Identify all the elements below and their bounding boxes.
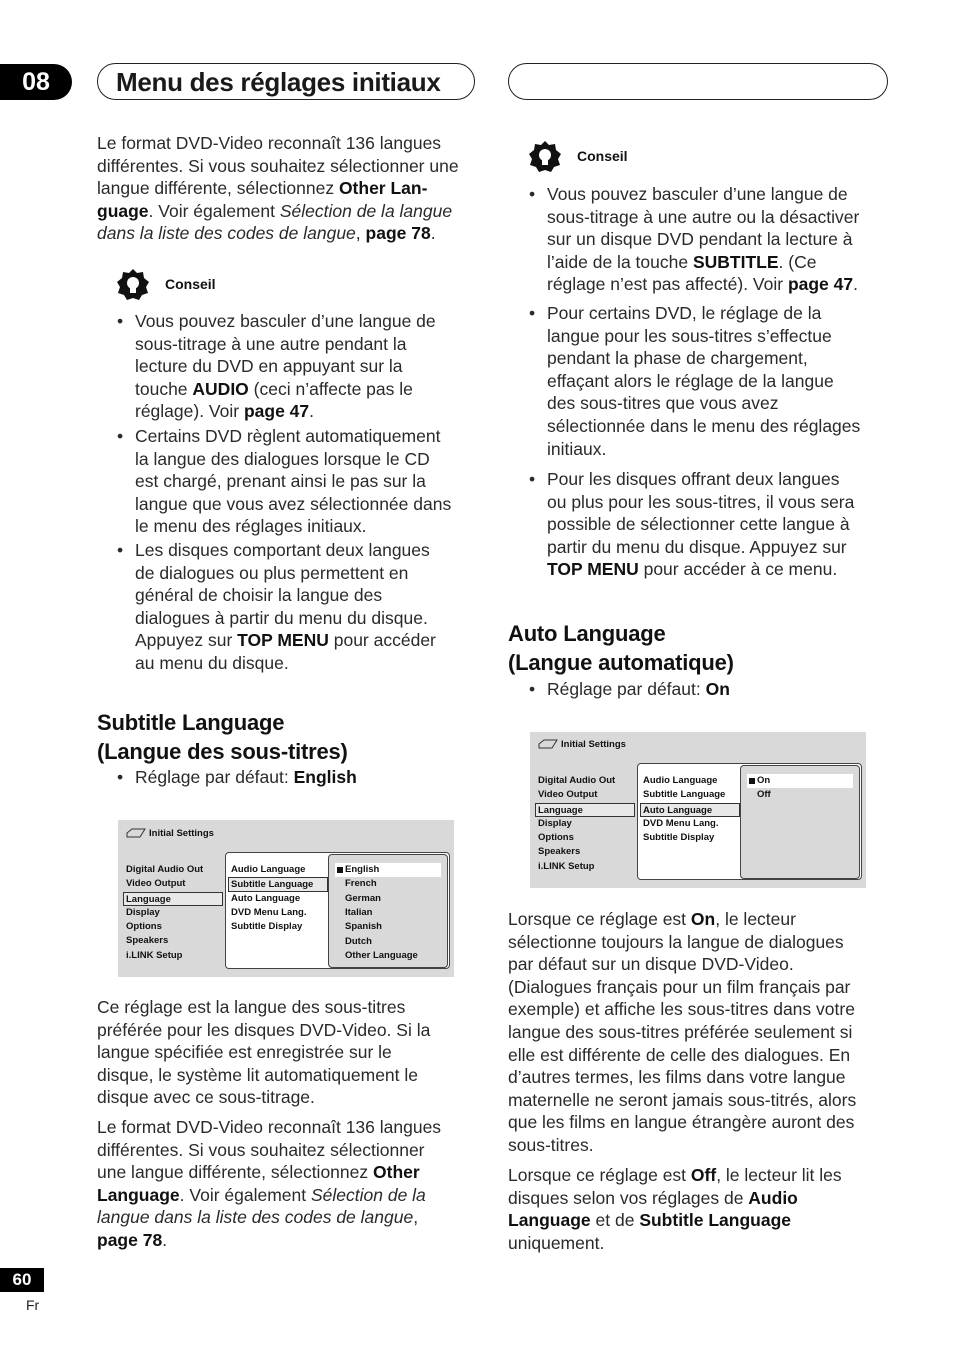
intro-line: différentes. Si vous souhaitez sélectionner une [97, 155, 459, 176]
text-line: général de choisir la langue des [135, 585, 383, 606]
text-line: disques selon vos réglages de Audio [508, 1187, 798, 1208]
text-line: dialogues à partir du menu du disque. [135, 607, 428, 628]
menu-item[interactable]: Digital Audio Out [126, 864, 204, 875]
text-line: la langue des dialogues lorsque le CD [135, 448, 430, 469]
text-line: elle est différente de celle des dialogues. En [508, 1044, 851, 1065]
text-line: une langue différente, sélectionnez Other [97, 1162, 420, 1183]
text-line: langue dans la liste des codes de langue, [97, 1207, 419, 1228]
text-line: Pour certains DVD, le réglage de la [547, 303, 822, 323]
text-line: disque avec ce sous-titrage. [97, 1087, 315, 1108]
text-line: pendant la phase de chargement, [547, 348, 808, 369]
text-line: sur un disque DVD pendant la lecture à [547, 229, 853, 250]
page-title: Menu des réglages initiaux [116, 67, 441, 97]
left-intro [97, 132, 477, 245]
menu-item[interactable]: Options [126, 921, 162, 933]
section-heading: Subtitle Language (Langue des sous-titres) [97, 710, 348, 764]
text-line: maternelle ne seront jamais sous-titrés, alors [508, 1089, 857, 1110]
text-line: Language. Voir également Sélection de la [97, 1184, 426, 1205]
intro-line: langue différente, sélectionnez Other Lan- [97, 178, 428, 199]
option-item[interactable]: On [747, 774, 853, 788]
text-line: TOP MENU pour accéder à ce menu. [547, 559, 838, 580]
text-line: que les films en langue étrangère auront des [508, 1112, 855, 1133]
text-line: langue pour les sous-titres s’effectue [547, 325, 832, 346]
page-title-box [97, 63, 475, 100]
menu-item[interactable]: Language [123, 892, 223, 906]
text-line: sous-titrage à une autre ou la désactiver [547, 206, 860, 227]
text-line: différentes. Si vous souhaitez sélectionner [97, 1139, 425, 1160]
text-line: langue des sous-titres préférée seulement si [508, 1021, 853, 1042]
text-line: d’autres termes, les films dans votre langue [508, 1067, 846, 1088]
option-item[interactable]: Dutch [345, 935, 372, 947]
text-line: langue spécifiée est enregistrée sur le [97, 1042, 392, 1063]
tip-item: • Vous pouvez basculer d’une langue de sous-titrage à une autre ou la désactiver sur un disque DVD pendant la lecture à l’aide de la touche SUBTITLE. (Ce réglage n’est pas affecté). Voir page 47. [547, 183, 892, 296]
tip-item: • Pour les disques offrant deux langues ou plus pour les sous-titres, il vous sera possible de sélectionner cette langue à partir du menu du disque. Appuyez sur TOP MENU pour accéder à ce menu. [547, 468, 892, 581]
chapter-badge: 08 [0, 64, 72, 100]
text-line: sous-titres. [508, 1134, 594, 1155]
menu-item[interactable]: DVD Menu Lang. [643, 817, 719, 829]
text-line: l’aide de la touche SUBTITLE. (Ce [547, 251, 817, 272]
text-line: Vous pouvez basculer d’une langue de [547, 184, 848, 204]
text-line: par défaut sur un disque DVD-Video. [508, 954, 794, 975]
menu-item[interactable]: Digital Audio Out [538, 775, 616, 786]
options-panel [328, 854, 448, 968]
text-line: langue que vous avez sélectionnée dans [135, 493, 452, 514]
text-line: est chargé, prenant ainsi le pas sur la [135, 471, 426, 492]
text-line: initiaux. [547, 438, 607, 459]
right-para2 [508, 1164, 893, 1254]
menu-item[interactable]: Subtitle Display [643, 832, 715, 844]
text-line: uniquement. [508, 1232, 605, 1253]
text-line: le menu des réglages initiaux. [135, 516, 367, 537]
text-line: disque, le système lit automatiquement le [97, 1064, 418, 1085]
option-item[interactable]: German [345, 892, 381, 904]
menu-item[interactable]: Options [538, 832, 574, 844]
text-line: Appuyez sur TOP MENU pour accéder [135, 630, 436, 651]
menu-item[interactable]: DVD Menu Lang. [231, 906, 307, 918]
menu-item[interactable]: Auto Language [640, 803, 740, 817]
sub-menu [231, 863, 328, 934]
sub-menu [643, 774, 740, 845]
language-code: Fr [26, 1297, 40, 1313]
text-line: sélectionne toujours la langue de dialogues [508, 931, 844, 952]
text-line: Pour les disques offrant deux langues [547, 469, 840, 489]
lightbulb-icon [116, 268, 150, 302]
text-line: Lorsque ce réglage est On, le lecteur [508, 909, 796, 929]
left-para1 [97, 996, 477, 1109]
text-line: possible de sélectionner cette langue à [547, 514, 850, 535]
text-line: réglage n’est pas affecté). Voir page 47. [547, 274, 858, 295]
text-line: (Dialogues français pour un film français par [508, 976, 851, 997]
menu-item[interactable]: i.LINK Setup [538, 860, 595, 872]
tip-item: • Vous pouvez basculer d’une langue de sous-titrage à une autre pendant la lecture du DVD en appuyant sur la touche AUDIO (ceci n’affecte pas le réglage). Voir page 47. [135, 310, 480, 423]
disc-icon [126, 828, 146, 838]
text-line: lecture du DVD en appuyant sur la [135, 356, 403, 377]
menu-item[interactable]: Audio Language [643, 775, 718, 786]
tip-item: • Pour certains DVD, le réglage de la langue pour les sous-titres s’effectue pendant la phase de chargement, effaçant alors le réglage de la langue des sous-titres que vous avez sélectionnée dans le menu des réglages initiaux. [547, 302, 892, 460]
disc-icon [538, 739, 558, 749]
default-setting: • Réglage par défaut: English [117, 767, 357, 787]
menu-item[interactable]: Video Output [126, 878, 186, 890]
main-menu [126, 863, 223, 963]
text-line: Vous pouvez basculer d’une langue de [135, 311, 436, 331]
text-line: exemple) et affiche les sous-titres dans votre [508, 999, 855, 1020]
intro-line: Le format DVD-Video reconnaît 136 langues [97, 133, 442, 153]
screen-title: Initial Settings [538, 739, 626, 750]
lightbulb-icon [528, 140, 562, 174]
left-para2 [97, 1116, 477, 1252]
text-line: Language et de Subtitle Language [508, 1210, 791, 1231]
settings-screen [530, 732, 866, 888]
text-line: Ce réglage est la langue des sous-titres [97, 997, 406, 1017]
page-number: 60 [0, 1268, 44, 1292]
section-heading: Auto Language (Langue automatique) [508, 621, 734, 675]
intro-line: dans la liste des codes de langue, page 78. [97, 223, 436, 244]
menu-item[interactable]: Display [126, 906, 160, 918]
menu-item[interactable]: Audio Language [231, 864, 306, 875]
menu-item[interactable]: Speakers [126, 935, 169, 947]
text-line: Le format DVD-Video reconnaît 136 langues [97, 1117, 442, 1137]
menu-item[interactable]: Subtitle Language [228, 877, 328, 891]
menu-item[interactable]: Subtitle Display [231, 921, 303, 933]
text-line: Lorsque ce réglage est Off, le lecteur lit les [508, 1165, 842, 1185]
text-line: effaçant alors le réglage de la langue [547, 370, 834, 391]
settings-screen [118, 820, 454, 977]
option-item[interactable]: Spanish [345, 921, 382, 933]
menu-item[interactable]: Language [535, 803, 635, 817]
text-line: des sous-titres que vous avez [547, 393, 779, 414]
text-line: sélectionnée dans le menu des réglages [547, 415, 861, 436]
menu-item[interactable]: Speakers [538, 846, 581, 858]
menu-item[interactable]: Display [538, 817, 572, 829]
main-menu [538, 774, 635, 874]
intro-line: guage. Voir également Sélection de la langue [97, 200, 453, 221]
text-line: touche AUDIO (ceci n’affecte pas le [135, 378, 413, 399]
conseil-label: Conseil [577, 148, 628, 164]
menu-item[interactable]: Auto Language [231, 892, 301, 904]
tip-item: • Certains DVD règlent automatiquement la langue des dialogues lorsque le CD est chargé, prenant ainsi le pas sur la langue que vous avez sélectionnée dans le menu des réglages initiaux. [135, 425, 480, 538]
option-item[interactable]: Off [757, 789, 771, 801]
option-item[interactable]: French [345, 878, 377, 890]
text-line: partir du menu du disque. Appuyez sur [547, 536, 847, 557]
header-empty-box [508, 63, 888, 100]
right-para1 [508, 908, 893, 1157]
default-setting: • Réglage par défaut: On [529, 679, 730, 699]
text-line: ou plus pour les sous-titres, il vous sera [547, 491, 855, 512]
option-item[interactable]: English [335, 863, 441, 877]
option-item[interactable]: Italian [345, 906, 373, 918]
screen-title: Initial Settings [126, 828, 214, 839]
menu-item[interactable]: Subtitle Language [643, 789, 726, 801]
menu-item[interactable]: Video Output [538, 789, 598, 801]
text-line: sous-titrage à une autre pendant la [135, 333, 407, 354]
option-item[interactable]: Other Language [345, 949, 418, 961]
options-panel [740, 765, 860, 879]
text-line: Certains DVD règlent automatiquement [135, 426, 441, 446]
text-line: préférée pour les disques DVD-Video. Si la [97, 1019, 431, 1040]
text-line: de dialogues ou plus permettent en [135, 562, 409, 583]
text-line: réglage). Voir page 47. [135, 401, 315, 422]
menu-item[interactable]: i.LINK Setup [126, 949, 183, 961]
text-line: Les disques comportant deux langues [135, 540, 430, 560]
text-line: au menu du disque. [135, 652, 289, 673]
tip-item: • Les disques comportant deux langues de dialogues ou plus permettent en général de choisir la langue des dialogues à partir du menu du disque. Appuyez sur TOP MENU pour accéder au menu du disque. [135, 539, 480, 675]
conseil-label: Conseil [165, 276, 216, 292]
text-line: page 78. [97, 1229, 168, 1250]
